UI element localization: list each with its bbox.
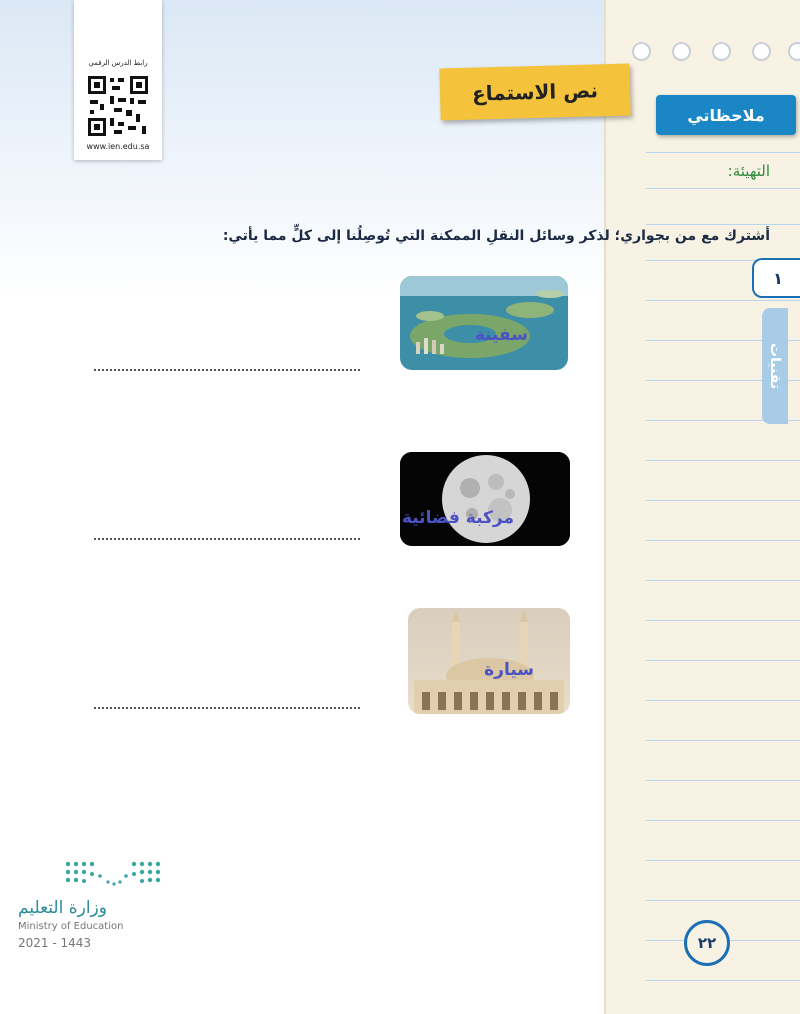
binder-hole bbox=[712, 42, 731, 61]
notes-line bbox=[646, 900, 800, 901]
notes-line bbox=[646, 580, 800, 581]
binder-hole bbox=[788, 42, 800, 61]
notes-line bbox=[646, 620, 800, 621]
answer-line[interactable] bbox=[94, 369, 360, 371]
qr-url[interactable]: www.ien.edu.sa bbox=[86, 142, 150, 151]
binder-hole bbox=[672, 42, 691, 61]
section-title-banner bbox=[439, 64, 630, 121]
notes-line bbox=[646, 500, 800, 501]
notes-tab bbox=[656, 95, 796, 135]
notes-panel bbox=[604, 0, 800, 1014]
binder-hole bbox=[632, 42, 651, 61]
notes-line bbox=[646, 660, 800, 661]
answer-line[interactable] bbox=[94, 707, 360, 709]
notes-line bbox=[646, 224, 800, 225]
notes-line bbox=[646, 980, 800, 981]
item-label: سفينة bbox=[474, 325, 528, 345]
unit-number: ١ bbox=[773, 268, 783, 288]
binder-hole bbox=[752, 42, 771, 61]
notes-line bbox=[646, 700, 800, 701]
warmup-heading: التهيئة: bbox=[727, 162, 770, 180]
page-number: ٢٢ bbox=[684, 920, 730, 966]
notes-line bbox=[646, 152, 800, 153]
notes-line bbox=[646, 860, 800, 861]
item-label: مركبة فضائية bbox=[401, 508, 514, 528]
island-aerial-photo bbox=[400, 276, 568, 370]
qr-code-icon[interactable] bbox=[86, 74, 150, 138]
unit-tab[interactable] bbox=[762, 308, 788, 424]
edition-year: 2021 - 1443 bbox=[18, 936, 92, 950]
answer-line[interactable] bbox=[94, 538, 360, 540]
notes-line bbox=[646, 740, 800, 741]
item-label: سيارة bbox=[484, 660, 534, 680]
notes-tab-label: ملاحظاتي bbox=[687, 105, 765, 125]
ministry-logo-icon bbox=[64, 858, 164, 892]
notes-line bbox=[646, 460, 800, 461]
section-title: نص الاستماع bbox=[471, 78, 599, 106]
qr-caption: رابط الدرس الرقمي bbox=[88, 59, 148, 67]
moon-photo bbox=[400, 452, 570, 546]
instruction-text: أشترك مع من بجواري؛ لذكر وسائل النقلِ الممكنة التي تُوصِلُنا إلى كلٍّ مما يأتي: bbox=[222, 228, 770, 244]
notes-line bbox=[646, 188, 800, 189]
notes-line bbox=[646, 300, 800, 301]
notes-line bbox=[646, 780, 800, 781]
notes-line bbox=[646, 540, 800, 541]
ministry-name-en: Ministry of Education bbox=[18, 921, 124, 932]
ministry-name-ar: وزارة التعليم bbox=[18, 898, 107, 918]
unit-number-badge[interactable] bbox=[752, 258, 800, 298]
unit-tab-label: تقنيات bbox=[767, 342, 783, 390]
notes-line bbox=[646, 820, 800, 821]
qr-card[interactable] bbox=[74, 0, 162, 160]
